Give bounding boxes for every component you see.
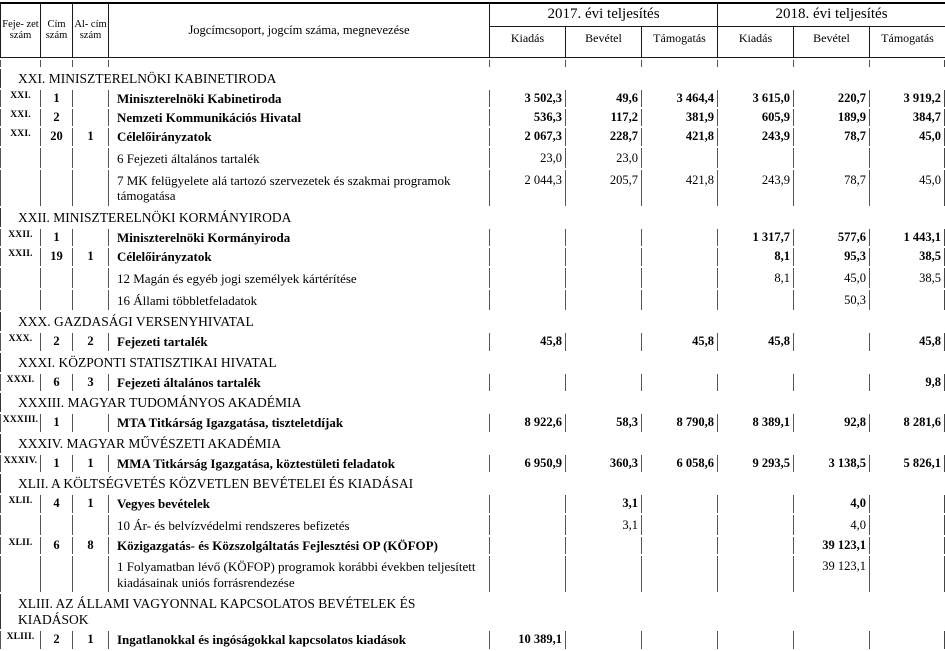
section-row xyxy=(0,312,945,331)
name-cell: MMA Titkárság Igazgatása, köztestületi feladatok xyxy=(108,455,489,472)
section-row xyxy=(0,434,945,453)
section-title: XXX. GAZDASÁGI VERSENYHIVATAL xyxy=(0,312,945,331)
value-cell xyxy=(489,290,565,310)
fejezet-cell xyxy=(0,148,40,168)
alcim-cell: 8 xyxy=(72,537,108,554)
cim-cell: 19 xyxy=(40,248,72,265)
value-cell xyxy=(565,229,641,246)
value-cell: 9 293,5 xyxy=(717,455,793,472)
value-cell: 39 123,1 xyxy=(793,556,869,592)
value-cell: 1 317,7 xyxy=(717,229,793,246)
name-cell: 16 Állami többletfeladatok xyxy=(108,290,489,310)
cim-cell: 1 xyxy=(40,90,72,107)
alcim-cell xyxy=(72,290,108,310)
header-col-bevetel-2018: Bevétel xyxy=(794,26,870,57)
table-row xyxy=(0,631,945,648)
section-title: XXXI. KÖZPONTI STATISZTIKAI HIVATAL xyxy=(0,353,945,372)
value-cell: 243,9 xyxy=(717,128,793,145)
table-row xyxy=(0,229,945,246)
section-row xyxy=(0,594,945,629)
stub-cell xyxy=(108,60,489,67)
value-cell: 95,3 xyxy=(793,248,869,265)
stub-cell xyxy=(793,60,869,67)
value-cell xyxy=(717,537,793,554)
value-cell xyxy=(793,631,869,648)
name-cell: Vegyes bevételek xyxy=(108,495,489,512)
fejezet-cell: XXI. xyxy=(0,109,40,126)
fejezet-cell: XLIII. xyxy=(0,631,40,648)
header-col-kiadas-2017: Kiadás xyxy=(490,26,566,57)
table-body xyxy=(0,58,945,651)
value-cell xyxy=(641,374,717,391)
stub-cell xyxy=(72,60,108,67)
value-cell: 10 389,1 xyxy=(489,631,565,648)
cim-cell: 2 xyxy=(40,109,72,126)
cim-cell: 2 xyxy=(40,631,72,648)
fejezet-cell: XXXI. xyxy=(0,374,40,391)
value-cell xyxy=(793,333,869,350)
section-row xyxy=(0,393,945,412)
alcim-cell xyxy=(72,109,108,126)
table-row xyxy=(0,374,945,391)
alcim-cell xyxy=(72,268,108,288)
header-group-2018: 2018. évi teljesítés xyxy=(718,3,945,26)
name-cell: Miniszterelnöki Kormányiroda xyxy=(108,229,489,246)
stub-cell xyxy=(0,60,40,67)
value-cell xyxy=(641,537,717,554)
value-cell: 3 919,2 xyxy=(869,90,945,107)
value-cell: 23,0 xyxy=(489,148,565,168)
value-cell xyxy=(641,631,717,648)
section-title: XXII. MINISZTERELNÖKI KORMÁNYIRODA xyxy=(0,208,945,227)
section-title: XLIII. AZ ÁLLAMI VAGYONNAL KAPCSOLATOS BEVÉTELEK ÉS KIADÁSOK xyxy=(0,594,945,629)
fejezet-cell xyxy=(0,556,40,592)
cim-cell xyxy=(40,170,72,206)
value-cell xyxy=(489,229,565,246)
name-cell: Közigazgatás- és Közszolgáltatás Fejlesztési OP (KÖFOP) xyxy=(108,537,489,554)
section-row xyxy=(0,69,945,88)
name-cell: Miniszterelnöki Kabinetiroda xyxy=(108,90,489,107)
table-row xyxy=(0,148,945,168)
cim-cell xyxy=(40,148,72,168)
value-cell: 50,3 xyxy=(793,290,869,310)
fejezet-cell: XXII. xyxy=(0,229,40,246)
value-cell xyxy=(489,248,565,265)
alcim-cell: 1 xyxy=(72,128,108,145)
stub-cell xyxy=(717,60,793,67)
table-row xyxy=(0,290,945,310)
table-row xyxy=(0,537,945,554)
value-cell: 38,5 xyxy=(869,248,945,265)
value-cell: 381,9 xyxy=(641,109,717,126)
alcim-cell: 1 xyxy=(72,495,108,512)
value-cell xyxy=(489,556,565,592)
section-title: XLII. A KÖLTSÉGVETÉS KÖZVETLEN BEVÉTELEI ÉS KIADÁSAI xyxy=(0,474,945,493)
value-cell xyxy=(717,374,793,391)
value-cell: 536,3 xyxy=(489,109,565,126)
value-cell: 117,2 xyxy=(565,109,641,126)
alcim-cell xyxy=(72,556,108,592)
value-cell: 189,9 xyxy=(793,109,869,126)
fejezet-cell xyxy=(0,268,40,288)
cim-cell xyxy=(40,290,72,310)
section-row xyxy=(0,474,945,493)
table-row xyxy=(0,90,945,107)
value-cell xyxy=(489,495,565,512)
value-cell: 58,3 xyxy=(565,414,641,431)
cim-cell: 1 xyxy=(40,455,72,472)
fejezet-cell: XXII. xyxy=(0,248,40,265)
cim-cell: 4 xyxy=(40,495,72,512)
value-cell xyxy=(489,268,565,288)
section-row xyxy=(0,353,945,372)
stub-cell xyxy=(641,60,717,67)
table-row xyxy=(0,414,945,431)
value-cell: 45,8 xyxy=(869,333,945,350)
value-cell xyxy=(793,374,869,391)
value-cell xyxy=(869,515,945,535)
value-cell: 2 044,3 xyxy=(489,170,565,206)
header-col-alcim-szam: Al- cím szám xyxy=(73,3,109,57)
name-cell: MTA Titkárság Igazgatása, tiszteletdíjak xyxy=(108,414,489,431)
header-col-tamogatas-2017: Támogatás xyxy=(642,26,718,57)
fejezet-cell: XXX. xyxy=(0,333,40,350)
section-title: XXI. MINISZTERELNÖKI KABINETIRODA xyxy=(0,69,945,88)
name-cell: 7 MK felügyelete alá tartozó szervezetek és szakmai programok támogatása xyxy=(108,170,489,206)
value-cell: 2 067,3 xyxy=(489,128,565,145)
value-cell: 49,6 xyxy=(565,90,641,107)
value-cell: 5 826,1 xyxy=(869,455,945,472)
value-cell: 228,7 xyxy=(565,128,641,145)
value-cell xyxy=(565,268,641,288)
value-cell xyxy=(565,333,641,350)
fejezet-cell: XXXIII. xyxy=(0,414,40,431)
header-group-2017: 2017. évi teljesítés xyxy=(490,3,718,26)
table-row xyxy=(0,128,945,145)
name-cell: Ingatlanokkal és ingóságokkal kapcsolatos kiadások xyxy=(108,631,489,648)
value-cell xyxy=(869,148,945,168)
value-cell: 8 790,8 xyxy=(641,414,717,431)
value-cell xyxy=(641,515,717,535)
table-header xyxy=(0,2,945,58)
cim-cell: 6 xyxy=(40,374,72,391)
value-cell: 45,0 xyxy=(793,268,869,288)
alcim-cell: 1 xyxy=(72,455,108,472)
value-cell xyxy=(869,495,945,512)
name-cell: 1 Folyamatban lévő (KÖFOP) programok korábbi években teljesített kiadásainak uniós forrásrendezése xyxy=(108,556,489,592)
value-cell: 39 123,1 xyxy=(793,537,869,554)
value-cell: 605,9 xyxy=(717,109,793,126)
value-cell: 360,3 xyxy=(565,455,641,472)
header-col-megnevezes: Jogcímcsoport, jogcím száma, megnevezése xyxy=(109,3,490,57)
header-col-fejezet-szam: Feje- zet szám xyxy=(1,3,41,57)
table-row xyxy=(0,170,945,206)
value-cell xyxy=(565,556,641,592)
value-cell: 8,1 xyxy=(717,268,793,288)
value-cell xyxy=(489,374,565,391)
value-cell: 384,7 xyxy=(869,109,945,126)
value-cell xyxy=(565,374,641,391)
value-cell: 220,7 xyxy=(793,90,869,107)
value-cell xyxy=(565,248,641,265)
alcim-cell xyxy=(72,90,108,107)
table-row xyxy=(0,109,945,126)
name-cell: 12 Magán és egyéb jogi személyek kártérítése xyxy=(108,268,489,288)
value-cell: 45,0 xyxy=(869,128,945,145)
cim-cell xyxy=(40,556,72,592)
cim-cell: 20 xyxy=(40,128,72,145)
value-cell: 8 922,6 xyxy=(489,414,565,431)
value-cell: 3,1 xyxy=(565,515,641,535)
value-cell xyxy=(641,148,717,168)
table-row xyxy=(0,495,945,512)
fejezet-cell: XXXIV. xyxy=(0,455,40,472)
value-cell: 4,0 xyxy=(793,495,869,512)
section-title: XXXIII. MAGYAR TUDOMÁNYOS AKADÉMIA xyxy=(0,393,945,412)
value-cell: 3 138,5 xyxy=(793,455,869,472)
value-cell: 78,7 xyxy=(793,170,869,206)
cim-cell xyxy=(40,268,72,288)
name-cell: 10 Ár- és belvízvédelmi rendszeres befizetés xyxy=(108,515,489,535)
value-cell xyxy=(565,631,641,648)
name-cell: Nemzeti Kommunikációs Hivatal xyxy=(108,109,489,126)
section-title: XXXIV. MAGYAR MŰVÉSZETI AKADÉMIA xyxy=(0,434,945,453)
value-cell xyxy=(565,290,641,310)
value-cell: 9,8 xyxy=(869,374,945,391)
value-cell xyxy=(717,631,793,648)
value-cell: 8 281,6 xyxy=(869,414,945,431)
alcim-cell xyxy=(72,170,108,206)
value-cell: 3,1 xyxy=(565,495,641,512)
value-cell xyxy=(717,556,793,592)
fejezet-cell: XXI. xyxy=(0,128,40,145)
stub-cell xyxy=(565,60,641,67)
alcim-cell: 1 xyxy=(72,631,108,648)
value-cell: 4,0 xyxy=(793,515,869,535)
value-cell: 421,8 xyxy=(641,128,717,145)
fejezet-cell xyxy=(0,290,40,310)
value-cell: 8,1 xyxy=(717,248,793,265)
table-row xyxy=(0,333,945,350)
value-cell: 45,8 xyxy=(717,333,793,350)
value-cell: 243,9 xyxy=(717,170,793,206)
alcim-cell xyxy=(72,515,108,535)
value-cell: 3 615,0 xyxy=(717,90,793,107)
cim-cell: 6 xyxy=(40,537,72,554)
value-cell: 421,8 xyxy=(641,170,717,206)
value-cell xyxy=(641,495,717,512)
value-cell: 78,7 xyxy=(793,128,869,145)
fejezet-cell: XXI. xyxy=(0,90,40,107)
alcim-cell xyxy=(72,229,108,246)
header-col-bevetel-2017: Bevétel xyxy=(566,26,642,57)
table-row xyxy=(0,556,945,592)
value-cell: 38,5 xyxy=(869,268,945,288)
alcim-cell: 1 xyxy=(72,248,108,265)
cim-cell: 2 xyxy=(40,333,72,350)
value-cell: 8 389,1 xyxy=(717,414,793,431)
table-row xyxy=(0,515,945,535)
value-cell xyxy=(717,515,793,535)
value-cell xyxy=(641,229,717,246)
header-stub-row xyxy=(0,60,945,67)
name-cell: Célelőirányzatok xyxy=(108,128,489,145)
value-cell xyxy=(869,537,945,554)
value-cell: 205,7 xyxy=(565,170,641,206)
name-cell: Célelőirányzatok xyxy=(108,248,489,265)
value-cell xyxy=(489,537,565,554)
value-cell xyxy=(869,290,945,310)
value-cell xyxy=(641,248,717,265)
fejezet-cell xyxy=(0,515,40,535)
value-cell: 577,6 xyxy=(793,229,869,246)
stub-cell xyxy=(40,60,72,67)
alcim-cell xyxy=(72,414,108,431)
name-cell: 6 Fejezeti általános tartalék xyxy=(108,148,489,168)
section-row xyxy=(0,208,945,227)
stub-cell xyxy=(869,60,945,67)
table-row xyxy=(0,248,945,265)
fejezet-cell: XLII. xyxy=(0,495,40,512)
value-cell: 23,0 xyxy=(565,148,641,168)
value-cell xyxy=(641,290,717,310)
value-cell: 92,8 xyxy=(793,414,869,431)
value-cell: 6 058,6 xyxy=(641,455,717,472)
value-cell: 3 464,4 xyxy=(641,90,717,107)
value-cell: 45,0 xyxy=(869,170,945,206)
value-cell: 45,8 xyxy=(489,333,565,350)
value-cell xyxy=(641,556,717,592)
value-cell xyxy=(869,556,945,592)
cim-cell: 1 xyxy=(40,229,72,246)
value-cell: 6 950,9 xyxy=(489,455,565,472)
value-cell: 3 502,3 xyxy=(489,90,565,107)
fejezet-cell: XLII. xyxy=(0,537,40,554)
header-col-tamogatas-2018: Támogatás xyxy=(870,26,945,57)
value-cell xyxy=(717,290,793,310)
fejezet-cell xyxy=(0,170,40,206)
stub-cell xyxy=(489,60,565,67)
value-cell: 1 443,1 xyxy=(869,229,945,246)
value-cell xyxy=(489,515,565,535)
value-cell: 45,8 xyxy=(641,333,717,350)
alcim-cell: 3 xyxy=(72,374,108,391)
value-cell xyxy=(565,537,641,554)
cim-cell: 1 xyxy=(40,414,72,431)
value-cell xyxy=(793,148,869,168)
alcim-cell xyxy=(72,148,108,168)
value-cell xyxy=(717,148,793,168)
alcim-cell: 2 xyxy=(72,333,108,350)
table-row xyxy=(0,455,945,472)
name-cell: Fejezeti tartalék xyxy=(108,333,489,350)
header-col-cim-szam: Cím szám xyxy=(41,3,73,57)
cim-cell xyxy=(40,515,72,535)
name-cell: Fejezeti általános tartalék xyxy=(108,374,489,391)
header-col-kiadas-2018: Kiadás xyxy=(718,26,794,57)
value-cell xyxy=(641,268,717,288)
table-row xyxy=(0,268,945,288)
value-cell xyxy=(717,495,793,512)
value-cell xyxy=(869,631,945,648)
